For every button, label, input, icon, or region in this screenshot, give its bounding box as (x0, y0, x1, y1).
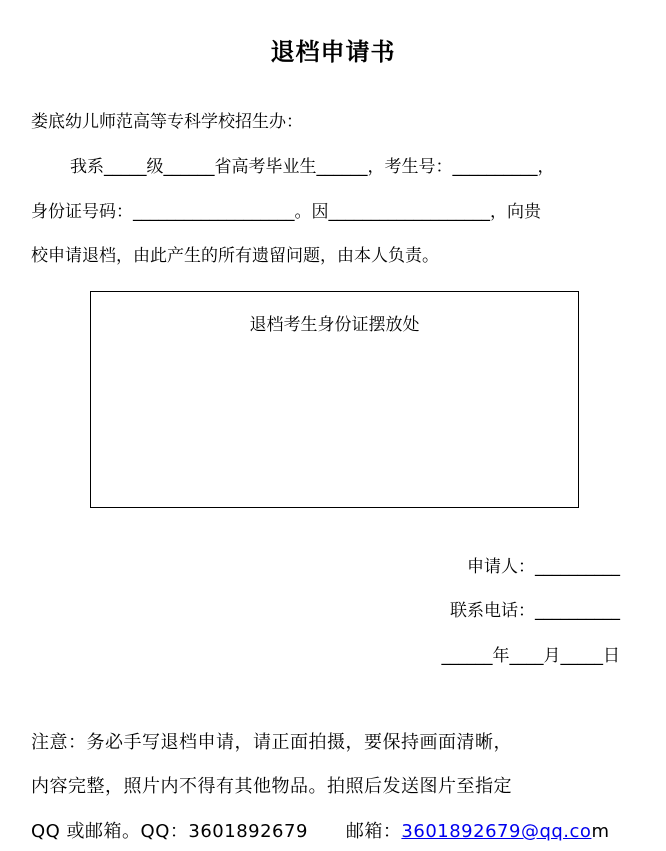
notice-line-2: 内容完整，照片内不得有其他物品。拍照后发送图片至指定 (31, 776, 512, 797)
email-tail: m (591, 821, 610, 842)
email-link[interactable]: 3601892679@qq.co (401, 821, 592, 842)
body-line-2: 身份证号码：___________________。因___________________，向贵 (31, 202, 541, 222)
contact-phone-line: 联系电话：__________ (450, 601, 620, 621)
body-line-1: 我系_____级______省高考毕业生______，考生号：__________， (70, 157, 555, 177)
addressee-line: 娄底幼儿师范高等专科学校招生办： (31, 112, 303, 132)
body-line-3: 校申请退档，由此产生的所有遗留问题，由本人负责。 (31, 246, 439, 266)
notice-email-label: 邮箱： (345, 821, 402, 842)
date-line: ______年____月_____日 (441, 646, 620, 666)
id-card-placement-box (90, 291, 579, 508)
document-title: 退档申请书 (270, 38, 396, 66)
id-card-placement-label: 退档考生身份证摆放处 (249, 315, 420, 335)
notice-qq-text: QQ 或邮箱。QQ：3601892679 (31, 821, 308, 842)
notice-line-3 (31, 820, 609, 844)
applicant-signature-line: 申请人：__________ (467, 557, 620, 577)
notice-line-1: 注意：务必手写退档申请，请正面拍摄，要保持画面清晰， (31, 732, 512, 753)
